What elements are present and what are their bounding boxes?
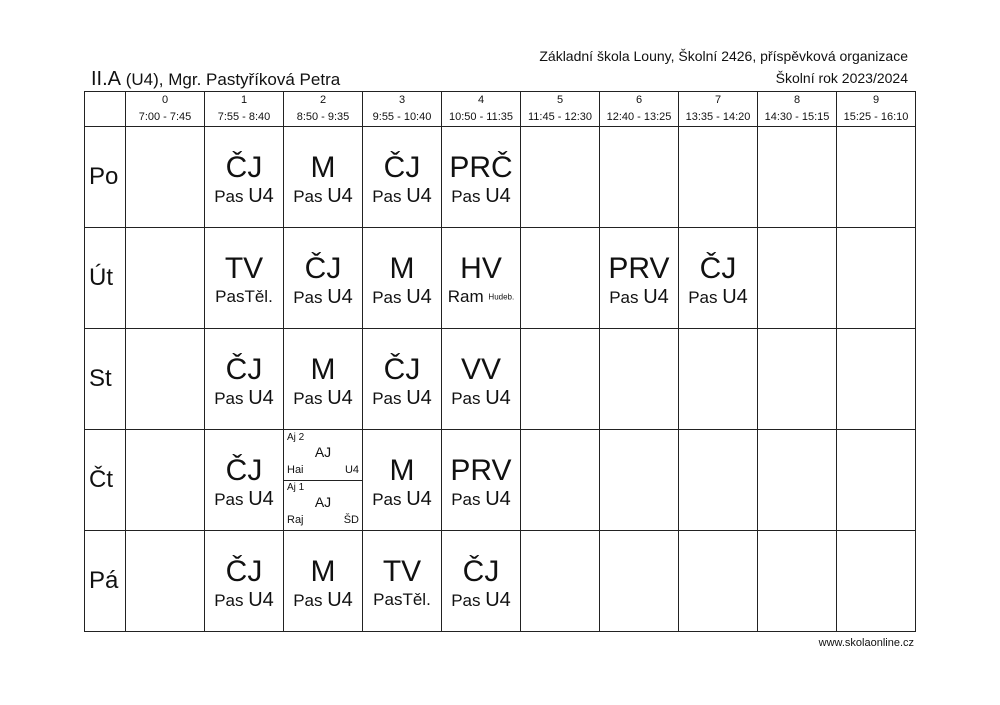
room: U4 — [248, 588, 274, 611]
subject: VV — [460, 352, 502, 386]
group-name: Aj 1 — [287, 482, 305, 493]
teacher: Pas — [609, 287, 639, 307]
teacher: Pas — [372, 388, 402, 408]
period-number: 6 — [600, 92, 679, 110]
lesson-cell — [205, 127, 284, 228]
subject: PRČ — [449, 150, 513, 184]
lesson-details — [363, 589, 441, 611]
room: U4 — [406, 487, 432, 510]
period-number: 5 — [521, 92, 600, 110]
teacher: Pas — [372, 489, 402, 509]
lesson-cell — [442, 430, 521, 531]
teacher: Pas — [372, 186, 402, 206]
subject: ČJ — [225, 554, 263, 588]
teacher: Pas — [372, 287, 402, 307]
room: U4 — [248, 386, 274, 409]
lesson-details — [600, 286, 678, 309]
lesson-cell — [679, 430, 758, 531]
room: U4 — [327, 386, 353, 409]
period-number-row — [85, 92, 916, 110]
teacher: Pas — [214, 590, 244, 610]
subject: ČJ — [225, 352, 263, 386]
subject: AJ — [314, 494, 332, 510]
teacher: Pas — [451, 186, 481, 206]
room: Těl. — [402, 590, 431, 609]
lesson-cell — [679, 228, 758, 329]
lesson-cell — [837, 329, 916, 430]
school-year: Školní rok 2023/2024 — [775, 70, 908, 86]
lesson-cell — [758, 127, 837, 228]
lesson-cell — [205, 430, 284, 531]
period-number: 7 — [679, 92, 758, 110]
period-number: 4 — [442, 92, 521, 110]
period-time: 9:55 - 10:40 — [363, 109, 442, 127]
lesson-details — [442, 387, 520, 410]
lesson-cell — [363, 329, 442, 430]
class-name: II.A — [91, 68, 122, 90]
period-number: 1 — [205, 92, 284, 110]
room: U4 — [406, 184, 432, 207]
lesson-cell — [284, 430, 363, 531]
teacher: Pas — [214, 186, 244, 206]
lesson-cell — [758, 531, 837, 632]
lesson-cell — [284, 127, 363, 228]
lesson-details — [363, 185, 441, 208]
lesson-cell — [837, 531, 916, 632]
subject: ČJ — [699, 251, 737, 285]
room: U4 — [485, 588, 511, 611]
lesson-details — [363, 387, 441, 410]
lesson-details — [363, 286, 441, 309]
lesson-details — [205, 488, 283, 511]
lesson-cell — [284, 531, 363, 632]
lesson-cell — [363, 127, 442, 228]
lesson-cell — [442, 228, 521, 329]
subject: ČJ — [225, 150, 263, 184]
period-number: 3 — [363, 92, 442, 110]
lesson-details — [205, 589, 283, 612]
day-row — [85, 329, 916, 430]
lesson-cell — [126, 430, 205, 531]
subject: ČJ — [225, 453, 263, 487]
lesson-details — [284, 589, 362, 612]
room: U4 — [327, 184, 353, 207]
school-name: Základní škola Louny, Školní 2426, příspěvková organizace — [539, 48, 908, 64]
period-time: 10:50 - 11:35 — [442, 109, 521, 127]
room: U4 — [485, 487, 511, 510]
room: U4 — [327, 285, 353, 308]
day-label: Po — [85, 127, 126, 228]
lesson-details — [442, 488, 520, 511]
footer-link[interactable]: www.skolaonline.cz — [818, 637, 914, 649]
subject: M — [389, 453, 415, 487]
period-time: 11:45 - 12:30 — [521, 109, 600, 127]
group-lesson — [284, 480, 362, 530]
subject: HV — [460, 251, 502, 285]
day-label: Čt — [85, 430, 126, 531]
period-time: 8:50 - 9:35 — [284, 109, 363, 127]
subject: PRV — [450, 453, 512, 487]
subject: ČJ — [304, 251, 342, 285]
teacher: Ram — [447, 286, 484, 306]
room: U4 — [248, 487, 274, 510]
teacher: Pas — [293, 388, 323, 408]
teacher: Pas — [214, 489, 244, 509]
room: U4 — [327, 588, 353, 611]
group-lesson — [284, 430, 362, 481]
lesson-cell — [126, 329, 205, 430]
lesson-details — [284, 387, 362, 410]
period-time: 13:35 - 14:20 — [679, 109, 758, 127]
lesson-cell — [126, 127, 205, 228]
lesson-cell — [205, 228, 284, 329]
period-time: 12:40 - 13:25 — [600, 109, 679, 127]
room: U4 — [485, 184, 511, 207]
period-number: 9 — [837, 92, 916, 110]
lesson-cell — [284, 228, 363, 329]
lesson-details — [679, 286, 757, 309]
lesson-cell — [284, 329, 363, 430]
lesson-cell — [679, 329, 758, 430]
teacher: Pas — [293, 287, 323, 307]
lesson-cell — [521, 329, 600, 430]
lesson-cell — [600, 329, 679, 430]
lesson-cell — [837, 228, 916, 329]
subject: ČJ — [383, 150, 421, 184]
room: U4 — [344, 464, 359, 476]
lesson-cell — [837, 430, 916, 531]
lesson-cell — [521, 531, 600, 632]
lesson-cell — [600, 228, 679, 329]
subject: M — [310, 352, 336, 386]
day-row — [85, 430, 916, 531]
timetable — [84, 91, 916, 632]
group-name: Aj 2 — [287, 432, 305, 443]
subject: M — [389, 251, 415, 285]
room: U4 — [485, 386, 511, 409]
teacher: Pas — [373, 590, 403, 609]
day-label: Pá — [85, 531, 126, 632]
teacher: Raj — [287, 514, 304, 526]
lesson-cell — [442, 329, 521, 430]
day-label: Út — [85, 228, 126, 329]
subject: TV — [224, 252, 264, 285]
period-time: 15:25 - 16:10 — [837, 109, 916, 127]
teacher: Pas — [451, 590, 481, 610]
room: Hudeb. — [488, 292, 515, 302]
subject: M — [310, 554, 336, 588]
period-number: 8 — [758, 92, 837, 110]
room: U4 — [643, 285, 669, 308]
corner-cell — [85, 92, 126, 127]
teacher: Pas — [688, 287, 718, 307]
lesson-cell — [442, 531, 521, 632]
lesson-cell — [600, 430, 679, 531]
day-label: St — [85, 329, 126, 430]
lesson-cell — [363, 531, 442, 632]
period-time: 7:00 - 7:45 — [126, 109, 205, 127]
teacher: Pas — [215, 287, 245, 306]
room: Těl. — [244, 287, 273, 306]
split-lesson — [284, 430, 362, 530]
teacher: Pas — [451, 489, 481, 509]
subject: ČJ — [462, 554, 500, 588]
room: U4 — [722, 285, 748, 308]
class-info: (U4), Mgr. Pastyříková Petra — [121, 70, 341, 89]
period-time: 7:55 - 8:40 — [205, 109, 284, 127]
day-row — [85, 127, 916, 228]
teacher: Pas — [293, 590, 323, 610]
teacher: Pas — [293, 186, 323, 206]
lesson-details — [284, 185, 362, 208]
lesson-cell — [758, 329, 837, 430]
room: U4 — [248, 184, 274, 207]
day-row — [85, 228, 916, 329]
room: U4 — [406, 386, 432, 409]
room: U4 — [406, 285, 432, 308]
lesson-cell — [126, 228, 205, 329]
lesson-cell — [758, 228, 837, 329]
lesson-cell — [442, 127, 521, 228]
period-number: 2 — [284, 92, 363, 110]
lesson-cell — [363, 228, 442, 329]
lesson-details — [442, 185, 520, 208]
lesson-cell — [600, 531, 679, 632]
lesson-cell — [363, 430, 442, 531]
period-time: 14:30 - 15:15 — [758, 109, 837, 127]
lesson-details — [205, 286, 283, 308]
lesson-cell — [758, 430, 837, 531]
subject: M — [310, 150, 336, 184]
teacher: Pas — [451, 388, 481, 408]
lesson-details — [363, 488, 441, 511]
teacher: Hai — [287, 464, 304, 476]
lesson-cell — [600, 127, 679, 228]
timetable-body — [85, 127, 916, 632]
subject: TV — [382, 555, 422, 588]
lesson-details — [284, 286, 362, 309]
lesson-details — [205, 387, 283, 410]
lesson-details — [442, 589, 520, 612]
room: ŠD — [343, 514, 359, 526]
period-number: 0 — [126, 92, 205, 110]
lesson-cell — [837, 127, 916, 228]
teacher: Pas — [214, 388, 244, 408]
lesson-details — [442, 286, 520, 309]
lesson-cell — [679, 127, 758, 228]
lesson-cell — [679, 531, 758, 632]
lesson-cell — [521, 127, 600, 228]
subject: AJ — [314, 444, 332, 460]
lesson-details — [205, 185, 283, 208]
subject: ČJ — [383, 352, 421, 386]
lesson-cell — [521, 430, 600, 531]
lesson-cell — [205, 329, 284, 430]
lesson-cell — [521, 228, 600, 329]
period-time-row — [85, 109, 916, 127]
subject: PRV — [608, 251, 670, 285]
lesson-cell — [126, 531, 205, 632]
class-title — [91, 68, 340, 91]
day-row — [85, 531, 916, 632]
lesson-cell — [205, 531, 284, 632]
